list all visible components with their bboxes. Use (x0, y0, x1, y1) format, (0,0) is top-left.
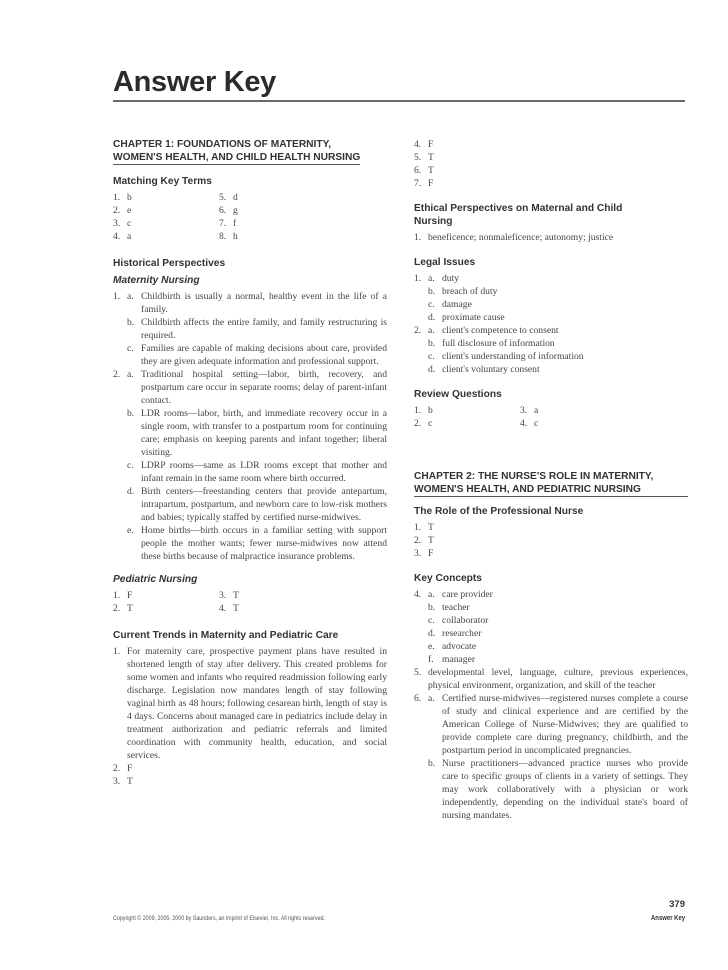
list-item: b. Childbirth affects the entire family, and family restructuring is required. (127, 317, 387, 341)
list-item: e. advocate (428, 641, 477, 652)
list-item: c. Families are capable of making decisions about care, provided they are given adequate information and professional support. (127, 343, 387, 367)
list-item: 4. c (520, 418, 539, 429)
list-item: 5. developmental level, language, culture, previous experiences, physical environment, organization, and skill of the teacher (414, 667, 688, 691)
chapter-1-title-line1: CHAPTER 1: FOUNDATIONS OF MATERNITY, (113, 139, 332, 150)
list-item: 2. e (113, 205, 132, 216)
left-column (113, 138, 387, 788)
list-item: 8. h (219, 231, 238, 242)
list-item: d. Birth centers—freestanding centers that provide antepartum, intrapartum, postpartum, and newborn care to low-risk mothers and babies; typically staffed by certified nurse-midwives. (127, 486, 387, 523)
historical-heading: Historical Perspectives (113, 258, 226, 269)
list-item: 4. a. care provider (414, 589, 493, 600)
page-title: Answer Key (113, 66, 277, 98)
review-list (414, 404, 688, 430)
list-item: 2. a. Traditional hospital setting—labor, birth, recovery, and postpartum care occur in separate rooms; delay of parent-infant contact. (113, 369, 387, 406)
list-item: 2. T (414, 535, 434, 546)
list-item: 1. a. Childbirth is usually a normal, healthy event in the life of a family. (113, 291, 387, 315)
list-item: 6. T (414, 165, 434, 176)
list-item: 1. T (414, 522, 434, 533)
chapter-2-heading (414, 470, 688, 497)
list-item: b. LDR rooms—labor, birth, and immediate recovery occur in a single room, with transfer to a postpartum room for continuing care; emphasis on keeping parents and infant together; liberal visiting. (127, 408, 387, 458)
chapter-2-title-line1: CHAPTER 2: THE NURSE'S ROLE IN MATERNITY, (414, 471, 654, 482)
list-item: 3. a (520, 405, 539, 416)
chapter-1-title-line2: WOMEN'S HEALTH, AND CHILD HEALTH NURSING (113, 152, 361, 163)
list-item: 5. T (414, 152, 434, 163)
list-item: d. proximate cause (428, 312, 505, 323)
list-item: d. researcher (428, 628, 482, 639)
list-item: f. manager (428, 654, 476, 665)
list-item: 5. d (219, 192, 238, 203)
list-item: 1. b (414, 405, 433, 416)
list-item: b. teacher (428, 602, 470, 613)
pediatric-list (113, 589, 387, 615)
right-column (414, 138, 688, 822)
maternity-nursing-heading: Maternity Nursing (113, 275, 200, 286)
chapter-1-heading (113, 138, 387, 165)
list-item: 2. a. client's competence to consent (414, 325, 559, 336)
legal-issues-heading: Legal Issues (414, 257, 476, 268)
list-item: 1. a. duty (414, 273, 460, 284)
list-item: 1. b (113, 192, 132, 203)
list-item: c. LDRP rooms—same as LDR rooms except that mother and infant remain in the same room where birth occurred. (127, 460, 387, 484)
page-number: 379 (669, 899, 685, 910)
list-item: 1. For maternity care, prospective payment plans have resulted in shortened length of stay after delivery. This created problems for some women and infants who required readmission following early discharge. Legislation now mandates length of stay following vaginal birth as 48 hours; following cesarean birth, length of stay is 4 days. Concerns about managed care in pediatrics include delay in treatment authorization and pediatric referrals and limited coordination with community health, education, and social services. (113, 646, 387, 761)
list-item: c. damage (428, 299, 472, 310)
list-item: 1. beneficence; nonmaleficence; autonomy; justice (414, 232, 614, 243)
matching-heading: Matching Key Terms (113, 176, 212, 187)
list-item: 2. T (113, 603, 133, 614)
list-item: c. client's understanding of information (428, 351, 584, 362)
professional-nurse-heading: The Role of the Professional Nurse (414, 506, 584, 517)
footer-section-label: Answer Key (650, 915, 685, 922)
list-item: 7. f (219, 218, 237, 229)
list-item: 7. F (414, 178, 434, 189)
list-item: b. Nurse practitioners—advanced practice nurses who provide care to specific groups of clients in a variety of settings. They may work collaboratively with a physician or work independently, depending on the individual state's board of nursing mandates. (428, 758, 688, 821)
list-item: 4. a (113, 231, 132, 242)
list-item: 6. g (219, 205, 238, 216)
list-item: 3. c (113, 218, 132, 229)
matching-list (113, 191, 387, 243)
list-item: e. Home births—birth occurs in a familiar setting with support people the mother wants; fewer nurse-midwives now attend these births because of malpractice insurance problems. (127, 525, 387, 562)
ethical-heading: Ethical Perspectives on Maternal and Child Nursing (414, 203, 623, 227)
list-item: 4. F (414, 139, 434, 150)
list-item: 3. T (219, 590, 239, 601)
list-item: 4. T (219, 603, 239, 614)
list-item: c. collaborator (428, 615, 489, 626)
list-item: d. client's voluntary consent (428, 364, 540, 375)
current-trends-heading: Current Trends in Maternity and Pediatric Care (113, 630, 339, 641)
chapter-2-title-line2: WOMEN'S HEALTH, AND PEDIATRIC NURSING (414, 483, 688, 497)
title-rule (113, 100, 685, 102)
list-item: 2. F (113, 763, 133, 774)
pediatric-nursing-heading: Pediatric Nursing (113, 574, 198, 585)
list-item: 6. a. Certified nurse-midwives—registered nurses complete a course of study and clinical experience and are certified by the American College of Nurse-Midwives; they are qualified to provide complete care during pregnancy, childbirth, and the postpartum period in uncomplicated pregnancies. (414, 693, 688, 756)
list-item: 3. F (414, 548, 434, 559)
list-item: b. breach of duty (428, 286, 498, 297)
list-item: 2. c (414, 418, 433, 429)
list-item: 1. F (113, 590, 133, 601)
list-item: b. full disclosure of information (428, 338, 555, 349)
list-item: 3. T (113, 776, 133, 787)
key-concepts-heading: Key Concepts (414, 573, 482, 584)
review-questions-heading: Review Questions (414, 389, 502, 400)
copyright-footer: Copyright © 2009, 2005, 2000 by Saunders, an imprint of Elsevier, Inc. All rights reserved. (113, 915, 325, 922)
